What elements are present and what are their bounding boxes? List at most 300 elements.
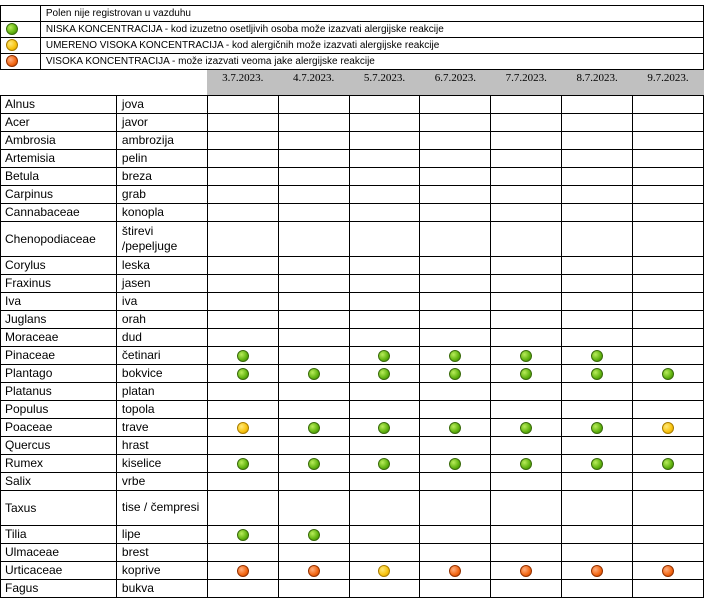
concentration-cell <box>207 221 278 256</box>
concentration-cell <box>349 579 420 597</box>
local-name: ambrozija <box>116 131 207 149</box>
concentration-cell <box>491 382 562 400</box>
green-circle-icon <box>378 350 390 362</box>
local-name: jova <box>116 95 207 113</box>
concentration-cell <box>491 310 562 328</box>
green-circle-icon <box>520 368 532 380</box>
concentration-cell <box>420 274 491 292</box>
concentration-cell <box>491 203 562 221</box>
concentration-cell <box>420 328 491 346</box>
concentration-cell <box>278 490 349 525</box>
latin-name: Corylus <box>1 256 117 274</box>
concentration-cell <box>207 185 278 203</box>
concentration-cell <box>491 274 562 292</box>
table-row <box>1 579 704 597</box>
concentration-cell <box>420 382 491 400</box>
concentration-cell <box>420 203 491 221</box>
latin-name: Fraxinus <box>1 274 117 292</box>
local-name: breza <box>116 167 207 185</box>
green-circle-icon <box>520 422 532 434</box>
local-name: tise / čempresi <box>116 490 207 525</box>
local-name: koprive <box>116 561 207 579</box>
concentration-cell <box>633 490 704 525</box>
table-row <box>1 274 704 292</box>
yellow-circle-icon <box>237 422 249 434</box>
date-header: 8.7.2023. <box>562 70 633 95</box>
legend-moderate-text: UMERENO VISOKA KONCENTRACIJA - kod alergičnih može izazvati alergijske reakcije <box>40 38 703 54</box>
concentration-cell <box>491 400 562 418</box>
concentration-cell <box>278 185 349 203</box>
concentration-cell <box>349 454 420 472</box>
legend-high-text: VISOKA KONCENTRACIJA - može izazvati veoma jake alergijske reakcije <box>40 54 703 70</box>
legend-row-moderate <box>1 38 704 54</box>
green-circle-icon <box>662 458 674 470</box>
concentration-cell <box>491 579 562 597</box>
orange-circle-icon <box>520 565 532 577</box>
latin-name: Urticaceae <box>1 561 117 579</box>
concentration-cell <box>207 310 278 328</box>
concentration-cell <box>491 221 562 256</box>
concentration-cell <box>349 292 420 310</box>
latin-name: Iva <box>1 292 117 310</box>
date-header: 5.7.2023. <box>349 70 420 95</box>
concentration-cell <box>207 436 278 454</box>
local-name: jasen <box>116 274 207 292</box>
concentration-cell <box>562 221 633 256</box>
concentration-cell <box>207 490 278 525</box>
table-row <box>1 203 704 221</box>
concentration-cell <box>491 256 562 274</box>
concentration-cell <box>207 543 278 561</box>
concentration-cell <box>633 525 704 543</box>
concentration-cell <box>207 561 278 579</box>
table-row <box>1 95 704 113</box>
concentration-cell <box>207 292 278 310</box>
orange-circle-icon <box>662 565 674 577</box>
green-circle-icon <box>662 368 674 380</box>
concentration-cell <box>491 131 562 149</box>
concentration-cell <box>420 525 491 543</box>
concentration-cell <box>349 185 420 203</box>
green-circle-icon <box>520 458 532 470</box>
local-name: grab <box>116 185 207 203</box>
orange-circle-icon <box>6 55 18 67</box>
concentration-cell <box>633 221 704 256</box>
local-name: hrast <box>116 436 207 454</box>
concentration-cell <box>278 418 349 436</box>
green-circle-icon <box>378 422 390 434</box>
header-blank <box>116 70 207 95</box>
green-circle-icon <box>591 368 603 380</box>
concentration-cell <box>278 113 349 131</box>
latin-name: Pinaceae <box>1 346 117 364</box>
concentration-cell <box>349 95 420 113</box>
concentration-cell <box>491 328 562 346</box>
concentration-cell <box>633 149 704 167</box>
latin-name: Ulmaceae <box>1 543 117 561</box>
concentration-cell <box>207 113 278 131</box>
local-name: pelin <box>116 149 207 167</box>
header-blank <box>1 70 117 95</box>
table-row <box>1 382 704 400</box>
concentration-cell <box>207 346 278 364</box>
green-circle-icon <box>308 529 320 541</box>
legend-low-text: NISKA KONCENTRACIJA - kod izuzetno osetljivih osoba može izazvati alergijske reakcije <box>40 22 703 38</box>
concentration-cell <box>420 256 491 274</box>
concentration-cell <box>562 185 633 203</box>
green-circle-icon <box>308 458 320 470</box>
concentration-cell <box>420 131 491 149</box>
legend-row-high <box>1 54 704 70</box>
concentration-cell <box>278 579 349 597</box>
green-circle-icon <box>449 368 461 380</box>
concentration-cell <box>491 472 562 490</box>
orange-circle-icon <box>591 565 603 577</box>
concentration-cell <box>491 95 562 113</box>
concentration-cell <box>491 292 562 310</box>
concentration-cell <box>207 167 278 185</box>
table-row <box>1 113 704 131</box>
green-circle-icon <box>378 458 390 470</box>
green-circle-icon <box>449 422 461 434</box>
concentration-cell <box>278 561 349 579</box>
concentration-cell <box>207 328 278 346</box>
concentration-cell <box>633 274 704 292</box>
legend-row-low <box>1 22 704 38</box>
concentration-cell <box>633 310 704 328</box>
concentration-cell <box>633 543 704 561</box>
concentration-cell <box>278 382 349 400</box>
date-header-row <box>1 70 704 95</box>
concentration-cell <box>633 167 704 185</box>
concentration-cell <box>420 185 491 203</box>
latin-name: Fagus <box>1 579 117 597</box>
concentration-cell <box>349 561 420 579</box>
concentration-cell <box>207 400 278 418</box>
concentration-cell <box>420 95 491 113</box>
orange-circle-icon <box>449 565 461 577</box>
concentration-cell <box>349 490 420 525</box>
concentration-cell <box>562 364 633 382</box>
concentration-cell <box>491 113 562 131</box>
concentration-cell <box>349 131 420 149</box>
local-name: orah <box>116 310 207 328</box>
concentration-cell <box>207 203 278 221</box>
concentration-cell <box>633 364 704 382</box>
concentration-cell <box>349 543 420 561</box>
local-name: lipe <box>116 525 207 543</box>
local-name: četinari <box>116 346 207 364</box>
concentration-cell <box>420 292 491 310</box>
local-name: topola <box>116 400 207 418</box>
concentration-cell <box>562 131 633 149</box>
latin-name: Juglans <box>1 310 117 328</box>
table-row <box>1 328 704 346</box>
concentration-cell <box>278 95 349 113</box>
latin-name: Alnus <box>1 95 117 113</box>
table-row <box>1 167 704 185</box>
table-row <box>1 561 704 579</box>
table-row <box>1 454 704 472</box>
concentration-cell <box>562 310 633 328</box>
concentration-cell <box>562 418 633 436</box>
local-name: bokvice <box>116 364 207 382</box>
local-name: dud <box>116 328 207 346</box>
date-header: 4.7.2023. <box>278 70 349 95</box>
local-name: štirevi /pepeljuge <box>116 221 207 256</box>
concentration-cell <box>491 418 562 436</box>
concentration-cell <box>278 131 349 149</box>
concentration-cell <box>562 561 633 579</box>
concentration-cell <box>633 418 704 436</box>
concentration-cell <box>562 525 633 543</box>
concentration-cell <box>207 364 278 382</box>
concentration-cell <box>420 436 491 454</box>
concentration-cell <box>633 400 704 418</box>
concentration-cell <box>562 328 633 346</box>
concentration-cell <box>633 203 704 221</box>
concentration-cell <box>633 328 704 346</box>
local-name: brest <box>116 543 207 561</box>
green-circle-icon <box>449 350 461 362</box>
concentration-cell <box>349 525 420 543</box>
green-circle-icon <box>591 422 603 434</box>
latin-name: Rumex <box>1 454 117 472</box>
concentration-cell <box>349 203 420 221</box>
concentration-cell <box>349 436 420 454</box>
legend-none-swatch <box>1 6 41 22</box>
concentration-cell <box>420 472 491 490</box>
concentration-cell <box>633 185 704 203</box>
green-circle-icon <box>378 368 390 380</box>
concentration-cell <box>420 149 491 167</box>
latin-name: Tilia <box>1 525 117 543</box>
concentration-cell <box>633 436 704 454</box>
local-name: iva <box>116 292 207 310</box>
concentration-cell <box>207 131 278 149</box>
concentration-cell <box>420 418 491 436</box>
local-name: konopla <box>116 203 207 221</box>
concentration-cell <box>491 454 562 472</box>
concentration-cell <box>491 364 562 382</box>
concentration-cell <box>491 490 562 525</box>
table-row <box>1 525 704 543</box>
concentration-cell <box>349 364 420 382</box>
concentration-cell <box>207 256 278 274</box>
concentration-cell <box>278 167 349 185</box>
green-circle-icon <box>520 350 532 362</box>
concentration-cell <box>562 95 633 113</box>
concentration-cell <box>420 543 491 561</box>
concentration-cell <box>562 579 633 597</box>
concentration-cell <box>633 579 704 597</box>
green-circle-icon <box>308 368 320 380</box>
latin-name: Betula <box>1 167 117 185</box>
concentration-cell <box>278 525 349 543</box>
concentration-cell <box>633 382 704 400</box>
local-name: bukva <box>116 579 207 597</box>
date-header: 7.7.2023. <box>491 70 562 95</box>
concentration-cell <box>349 167 420 185</box>
concentration-cell <box>349 256 420 274</box>
concentration-cell <box>420 167 491 185</box>
latin-name: Carpinus <box>1 185 117 203</box>
table-row <box>1 436 704 454</box>
concentration-cell <box>420 113 491 131</box>
concentration-cell <box>491 149 562 167</box>
table-row <box>1 400 704 418</box>
latin-name: Quercus <box>1 436 117 454</box>
local-name: trave <box>116 418 207 436</box>
green-circle-icon <box>308 422 320 434</box>
concentration-cell <box>633 472 704 490</box>
concentration-cell <box>562 346 633 364</box>
latin-name: Populus <box>1 400 117 418</box>
local-name: kiselice <box>116 454 207 472</box>
concentration-cell <box>491 167 562 185</box>
concentration-cell <box>633 454 704 472</box>
concentration-cell <box>633 113 704 131</box>
legend-row-none <box>1 6 704 22</box>
date-header: 6.7.2023. <box>420 70 491 95</box>
green-circle-icon <box>237 529 249 541</box>
table-row <box>1 185 704 203</box>
yellow-circle-icon <box>6 39 18 51</box>
local-name: platan <box>116 382 207 400</box>
concentration-cell <box>562 382 633 400</box>
concentration-cell <box>420 310 491 328</box>
concentration-cell <box>207 382 278 400</box>
local-name: javor <box>116 113 207 131</box>
concentration-cell <box>420 364 491 382</box>
table-row <box>1 310 704 328</box>
concentration-cell <box>420 221 491 256</box>
concentration-cell <box>633 346 704 364</box>
yellow-circle-icon <box>378 565 390 577</box>
table-row <box>1 256 704 274</box>
concentration-cell <box>633 561 704 579</box>
concentration-cell <box>349 113 420 131</box>
green-circle-icon <box>591 458 603 470</box>
concentration-cell <box>562 274 633 292</box>
concentration-cell <box>420 490 491 525</box>
concentration-cell <box>278 454 349 472</box>
latin-name: Chenopodiaceae <box>1 221 117 256</box>
concentration-cell <box>207 95 278 113</box>
concentration-cell <box>562 543 633 561</box>
orange-circle-icon <box>237 565 249 577</box>
concentration-cell <box>420 400 491 418</box>
table-row <box>1 221 704 256</box>
green-circle-icon <box>237 458 249 470</box>
concentration-cell <box>562 490 633 525</box>
table-row <box>1 418 704 436</box>
yellow-circle-icon <box>662 422 674 434</box>
concentration-cell <box>207 525 278 543</box>
concentration-cell <box>420 346 491 364</box>
concentration-cell <box>278 149 349 167</box>
concentration-cell <box>278 256 349 274</box>
latin-name: Plantago <box>1 364 117 382</box>
concentration-cell <box>349 472 420 490</box>
concentration-cell <box>420 454 491 472</box>
concentration-cell <box>207 274 278 292</box>
concentration-cell <box>278 328 349 346</box>
concentration-cell <box>491 436 562 454</box>
local-name: leska <box>116 256 207 274</box>
table-row <box>1 543 704 561</box>
concentration-cell <box>349 274 420 292</box>
table-row <box>1 364 704 382</box>
concentration-cell <box>420 561 491 579</box>
concentration-cell <box>278 436 349 454</box>
legend-table <box>0 5 704 70</box>
table-row <box>1 149 704 167</box>
green-circle-icon <box>6 23 18 35</box>
concentration-cell <box>278 472 349 490</box>
legend-none-text: Polen nije registrovan u vazduhu <box>40 6 703 22</box>
concentration-cell <box>207 472 278 490</box>
concentration-cell <box>278 221 349 256</box>
concentration-cell <box>278 400 349 418</box>
date-header: 3.7.2023. <box>207 70 278 95</box>
latin-name: Ambrosia <box>1 131 117 149</box>
table-row <box>1 490 704 525</box>
table-row <box>1 292 704 310</box>
concentration-cell <box>420 579 491 597</box>
concentration-cell <box>349 149 420 167</box>
concentration-cell <box>349 346 420 364</box>
concentration-cell <box>633 256 704 274</box>
concentration-cell <box>207 579 278 597</box>
concentration-cell <box>278 346 349 364</box>
concentration-cell <box>278 310 349 328</box>
concentration-cell <box>207 149 278 167</box>
date-header: 9.7.2023. <box>633 70 704 95</box>
concentration-cell <box>562 203 633 221</box>
concentration-cell <box>633 95 704 113</box>
concentration-cell <box>562 167 633 185</box>
latin-name: Poaceae <box>1 418 117 436</box>
concentration-cell <box>278 203 349 221</box>
green-circle-icon <box>449 458 461 470</box>
concentration-cell <box>278 543 349 561</box>
latin-name: Artemisia <box>1 149 117 167</box>
concentration-cell <box>562 292 633 310</box>
latin-name: Acer <box>1 113 117 131</box>
concentration-cell <box>491 561 562 579</box>
concentration-cell <box>491 346 562 364</box>
green-circle-icon <box>591 350 603 362</box>
concentration-cell <box>562 400 633 418</box>
latin-name: Taxus <box>1 490 117 525</box>
local-name: vrbe <box>116 472 207 490</box>
concentration-cell <box>207 454 278 472</box>
orange-circle-icon <box>308 565 320 577</box>
table-row <box>1 346 704 364</box>
concentration-cell <box>633 131 704 149</box>
latin-name: Platanus <box>1 382 117 400</box>
pollen-table <box>0 70 704 598</box>
concentration-cell <box>278 292 349 310</box>
concentration-cell <box>491 543 562 561</box>
concentration-cell <box>491 525 562 543</box>
concentration-cell <box>349 382 420 400</box>
concentration-cell <box>562 436 633 454</box>
concentration-cell <box>207 418 278 436</box>
concentration-cell <box>562 113 633 131</box>
concentration-cell <box>278 364 349 382</box>
